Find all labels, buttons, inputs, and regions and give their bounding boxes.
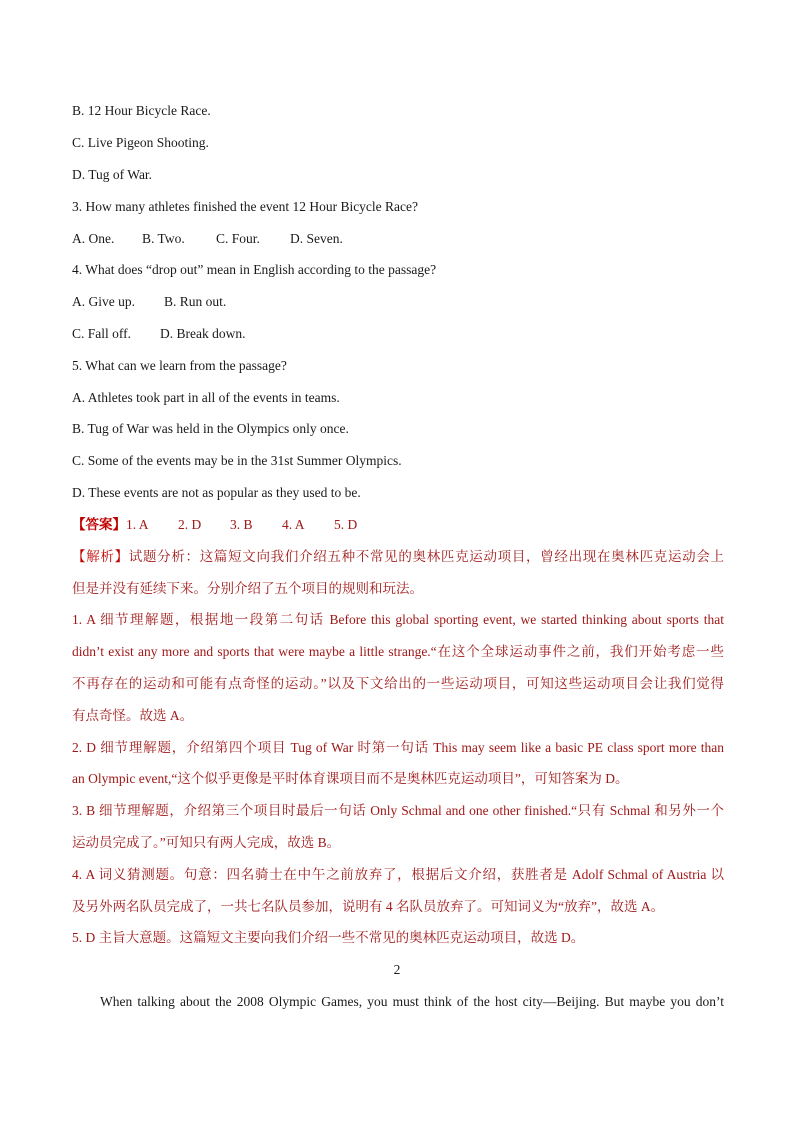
explanation-1-line-3: 不再存在的运动和可能有点奇怪的运动。”以及下文给出的一些运动项目，可知这些运动项目会让我们觉得: [72, 676, 724, 691]
analysis-label: 【解析】: [72, 549, 129, 564]
answer-label: 【答案】: [72, 517, 126, 532]
answer-line: [72, 516, 724, 534]
explanation-2-line-1: 2. D 细节理解题，介绍第四个项目 Tug of War 时第一句话 This may seem like a basic PE class sport more than: [72, 740, 724, 755]
q3-option-a: A. One.: [72, 231, 115, 246]
explanation-1-line-1: 1. A 细节理解题，根据地一段第二句话 Before this global sporting event, we started thinking about sports that: [72, 612, 724, 627]
explanation-1-line-2: didn’t exist any more and sports that were maybe a little strange.“在这个全球运动事件之前，我们开始考虑一些: [72, 644, 724, 659]
answer-item: 2. D: [178, 517, 202, 532]
q5-option-c: C. Some of the events may be in the 31st Summer Olympics.: [72, 453, 402, 468]
explanation-3-line-2: 运动员完成了。”可知只有两人完成，故选 B。: [72, 835, 341, 850]
analysis-intro: 试题分析：这篇短文向我们介绍五种不常见的奥林匹克运动项目，曾经出现在奥林匹克运动会上: [128, 549, 725, 564]
q4-option-b: B. Run out.: [164, 294, 227, 309]
q4-options-row1: [72, 293, 724, 311]
explanation-3-line-1: 3. B 细节理解题，介绍第三个项目时最后一句话 Only Schmal and one other finished.“只有 Schmal 和另外一个: [72, 803, 724, 818]
q2-option-c: C. Live Pigeon Shooting.: [72, 135, 209, 150]
q5-option-b: B. Tug of War was held in the Olympics only once.: [72, 421, 349, 436]
answer-item: 1. A: [126, 517, 149, 532]
q2-option-d: D. Tug of War.: [72, 167, 153, 182]
q5-option-d: D. These events are not as popular as they used to be.: [72, 485, 361, 500]
q3-option-c: C. Four.: [216, 231, 260, 246]
section-number: 2: [393, 962, 401, 977]
next-passage-first-line: When talking about the 2008 Olympic Games, you must think of the host city—Beijing. But maybe you don’t: [100, 994, 724, 1009]
answer-item: 3. B: [230, 517, 253, 532]
q5-option-a: A. Athletes took part in all of the events in teams.: [72, 390, 340, 405]
explanation-4-line-1: 4. A 词义猜测题。句意：四名骑士在中午之前放弃了，根据后文介绍，获胜者是 Adolf Schmal of Austria 以: [72, 867, 724, 882]
q4-option-c: C. Fall off.: [72, 326, 132, 341]
analysis-intro-line-2: 但是并没有延续下来。分别介绍了五个项目的规则和玩法。: [72, 581, 423, 596]
analysis-intro-line-1: [72, 548, 724, 566]
q4-option-a: A. Give up.: [72, 294, 135, 309]
q4-options-row2: [72, 325, 724, 343]
q3-options: [72, 230, 724, 248]
explanation-4-line-2: 及另外两名队员完成了，一共七名队员参加，说明有 4 名队员放弃了。可知词义为“放弃”，故选 A。: [72, 899, 665, 914]
q4-option-d: D. Break down.: [160, 326, 246, 341]
explanation-1-line-4: 有点奇怪。故选 A。: [72, 708, 194, 723]
answer-item: 4. A: [282, 517, 305, 532]
q5-stem: 5. What can we learn from the passage?: [72, 358, 287, 373]
answer-item: 5. D: [334, 517, 358, 532]
q3-option-b: B. Two.: [142, 231, 185, 246]
q3-option-d: D. Seven.: [290, 231, 343, 246]
q2-option-b: B. 12 Hour Bicycle Race.: [72, 103, 211, 118]
explanation-5-line-1: 5. D 主旨大意题。这篇短文主要向我们介绍一些不常见的奥林匹克运动项目，故选 D。: [72, 930, 585, 945]
q3-stem: 3. How many athletes finished the event 12 Hour Bicycle Race?: [72, 199, 419, 214]
q4-stem: 4. What does “drop out” mean in English according to the passage?: [72, 262, 437, 277]
explanation-2-line-2: an Olympic event,“这个似乎更像是平时体育课项目而不是奥林匹克运动项目”，可知答案为 D。: [72, 771, 629, 786]
